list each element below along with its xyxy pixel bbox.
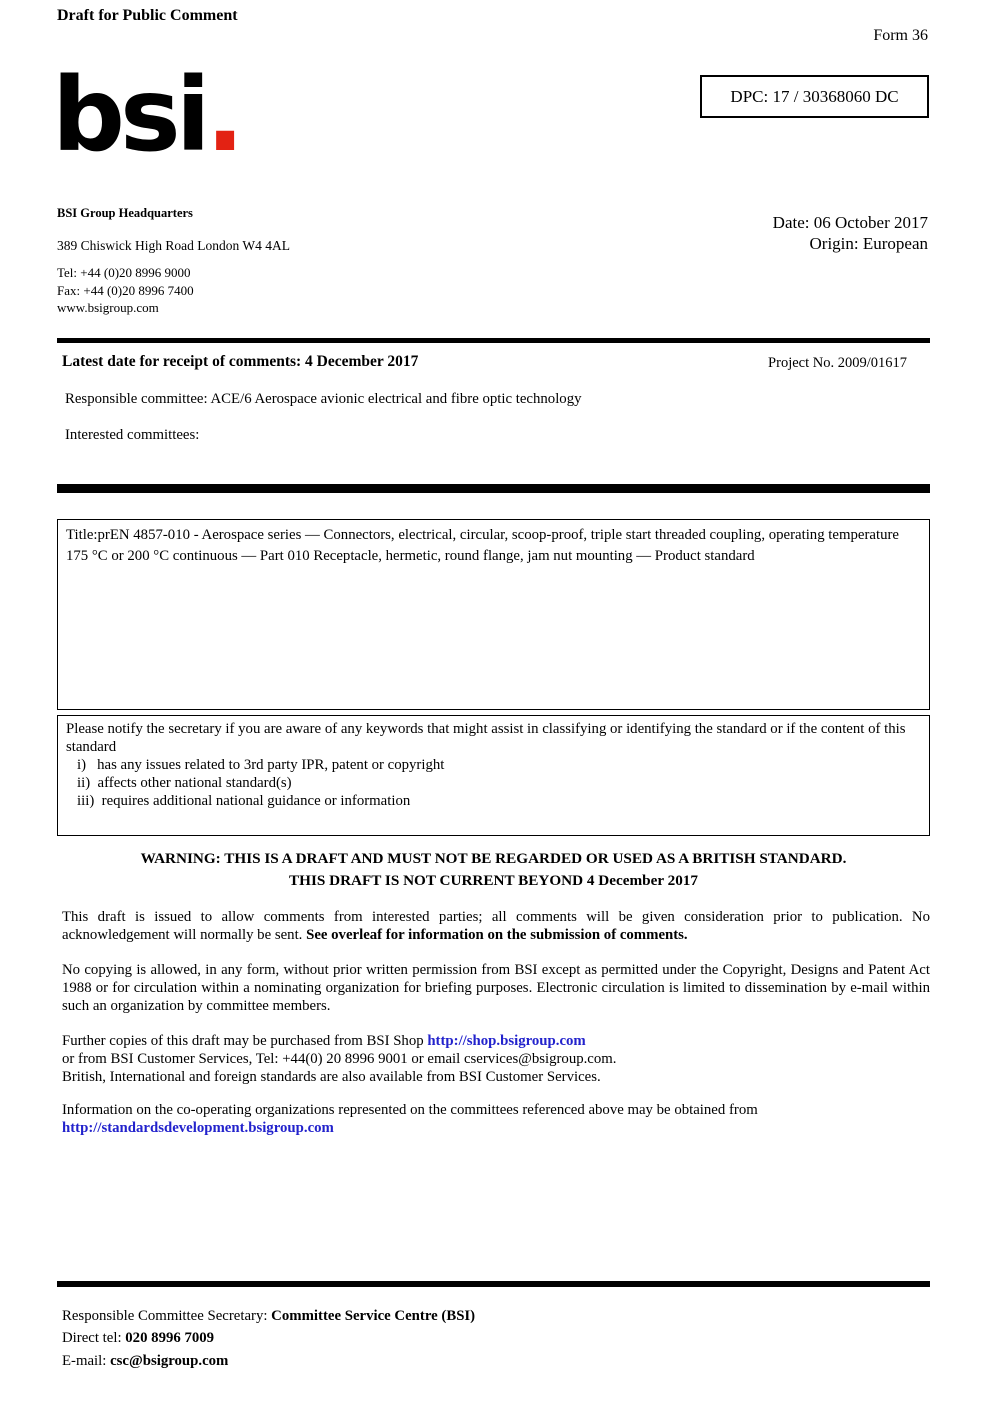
date-line: Date: 06 October 2017 [772,213,928,232]
title-text: Title:prEN 4857-010 - Aerospace series — Connectors, electrical, circular, scoop-proof, triple start threaded coupling, operating temperature 175 °C or 200 °C continuous — Part 010 Receptacle, hermetic, round flange, jam nut mounting — Product standard [66,527,899,564]
para1-bold-text: See overleaf for information on the submission of comments. [306,927,688,944]
secretary-label: Responsible Committee Secretary: [62,1308,272,1324]
project-number: Project No. 2009/01617 [768,355,907,371]
divider-bottom [57,1281,930,1287]
email-label: E-mail: [62,1352,111,1369]
keyword-item: iii) requires additional national guidance or information [77,793,411,810]
responsible-committee-line: Responsible committee: ACE/6 Aerospace avionic electrical and fibre optic technology [65,391,582,407]
footer-secretary-line [62,1305,475,1327]
keyword-item: ii) affects other national standard(s) [77,775,292,792]
warning-line-1: WARNING: THIS IS A DRAFT AND MUST NOT BE REGARDED OR USED AS A BRITISH STANDARD. [140,850,847,867]
para3-line2-text: or from BSI Customer Services, Tel: +44(0) 20 8996 9001 or email cservices@bsigroup.com. [62,1051,617,1068]
tel-label: Direct tel: [62,1330,126,1347]
footer-email-line [62,1350,475,1372]
tel-value: 020 8996 7009 [125,1330,215,1347]
draft-for-public-comment-label: Draft for Public Comment [57,7,238,24]
body-paragraph-copyright: No copying is allowed, in any form, without prior written permission from BSI except as permitted under the Copyright, Designs and Patent Act 1988 or for circulation within a nominating organization for briefing purposes. Electronic circulation is limited to dissemination by e-mail within such an organization by committee members. [62,962,930,1015]
para3-line1-text: Further copies of this draft may be purchased from BSI Shop [62,1033,428,1049]
origin-line: Origin: European [809,234,928,253]
title-box [57,519,930,710]
keyword-item: i) has any issues related to 3rd party IPR, patent or copyright [77,757,445,774]
hq-fax: Fax: +44 (0)20 8996 7400 [57,282,194,298]
footer-tel-line [62,1327,475,1349]
bsi-logo-text: bsi [52,56,206,175]
hq-tel: Tel: +44 (0)20 8996 9000 [57,265,191,280]
bsi-logo [52,56,245,175]
warning-text [57,848,930,892]
hq-name: BSI Group Headquarters [57,206,193,220]
standards-development-link[interactable]: http://standardsdevelopment.bsigroup.com [62,1120,334,1137]
keywords-list [66,756,921,810]
dpc-number-box [700,75,929,118]
para3-line3-text: British, International and foreign standards are also available from BSI Customer Services. [62,1069,601,1086]
footer-block [62,1305,475,1372]
divider-top [57,338,930,343]
form-number: Form 36 [873,27,928,44]
bsi-logo-dot: . [205,56,245,175]
bsi-shop-link[interactable]: http://shop.bsigroup.com [427,1033,586,1049]
interested-committees-line: Interested committees: [65,427,200,443]
keywords-box [57,715,930,836]
body-paragraph-purchase [62,1032,930,1086]
keywords-intro: Please notify the secretary if you are aware of any keywords that might assist in classifying or identifying the standard or if the content of this standard [66,721,906,756]
secretary-value: Committee Service Centre (BSI) [271,1308,476,1324]
hq-address: 389 Chiswick High Road London W4 4AL [57,238,290,253]
divider-mid [57,484,930,493]
body-paragraph-comments [62,908,930,944]
para4-text: Information on the co-operating organizations represented on the committees referenced above may be obtained from [62,1102,758,1118]
hq-contact-block [57,264,194,317]
body-paragraph-cooperating [62,1101,930,1137]
email-value: csc@bsigroup.com [110,1352,229,1369]
para1-text: This draft is issued to allow comments from interested parties; all comments will be given consideration prior to publication. No acknowledgement will normally be sent. [62,909,930,944]
warning-line-2: THIS DRAFT IS NOT CURRENT BEYOND 4 December 2017 [289,872,698,890]
hq-website: www.bsigroup.com [57,300,159,316]
dpc-number: DPC: 17 / 30368060 DC [730,86,899,106]
latest-date-line: Latest date for receipt of comments: 4 December 2017 [62,353,419,370]
